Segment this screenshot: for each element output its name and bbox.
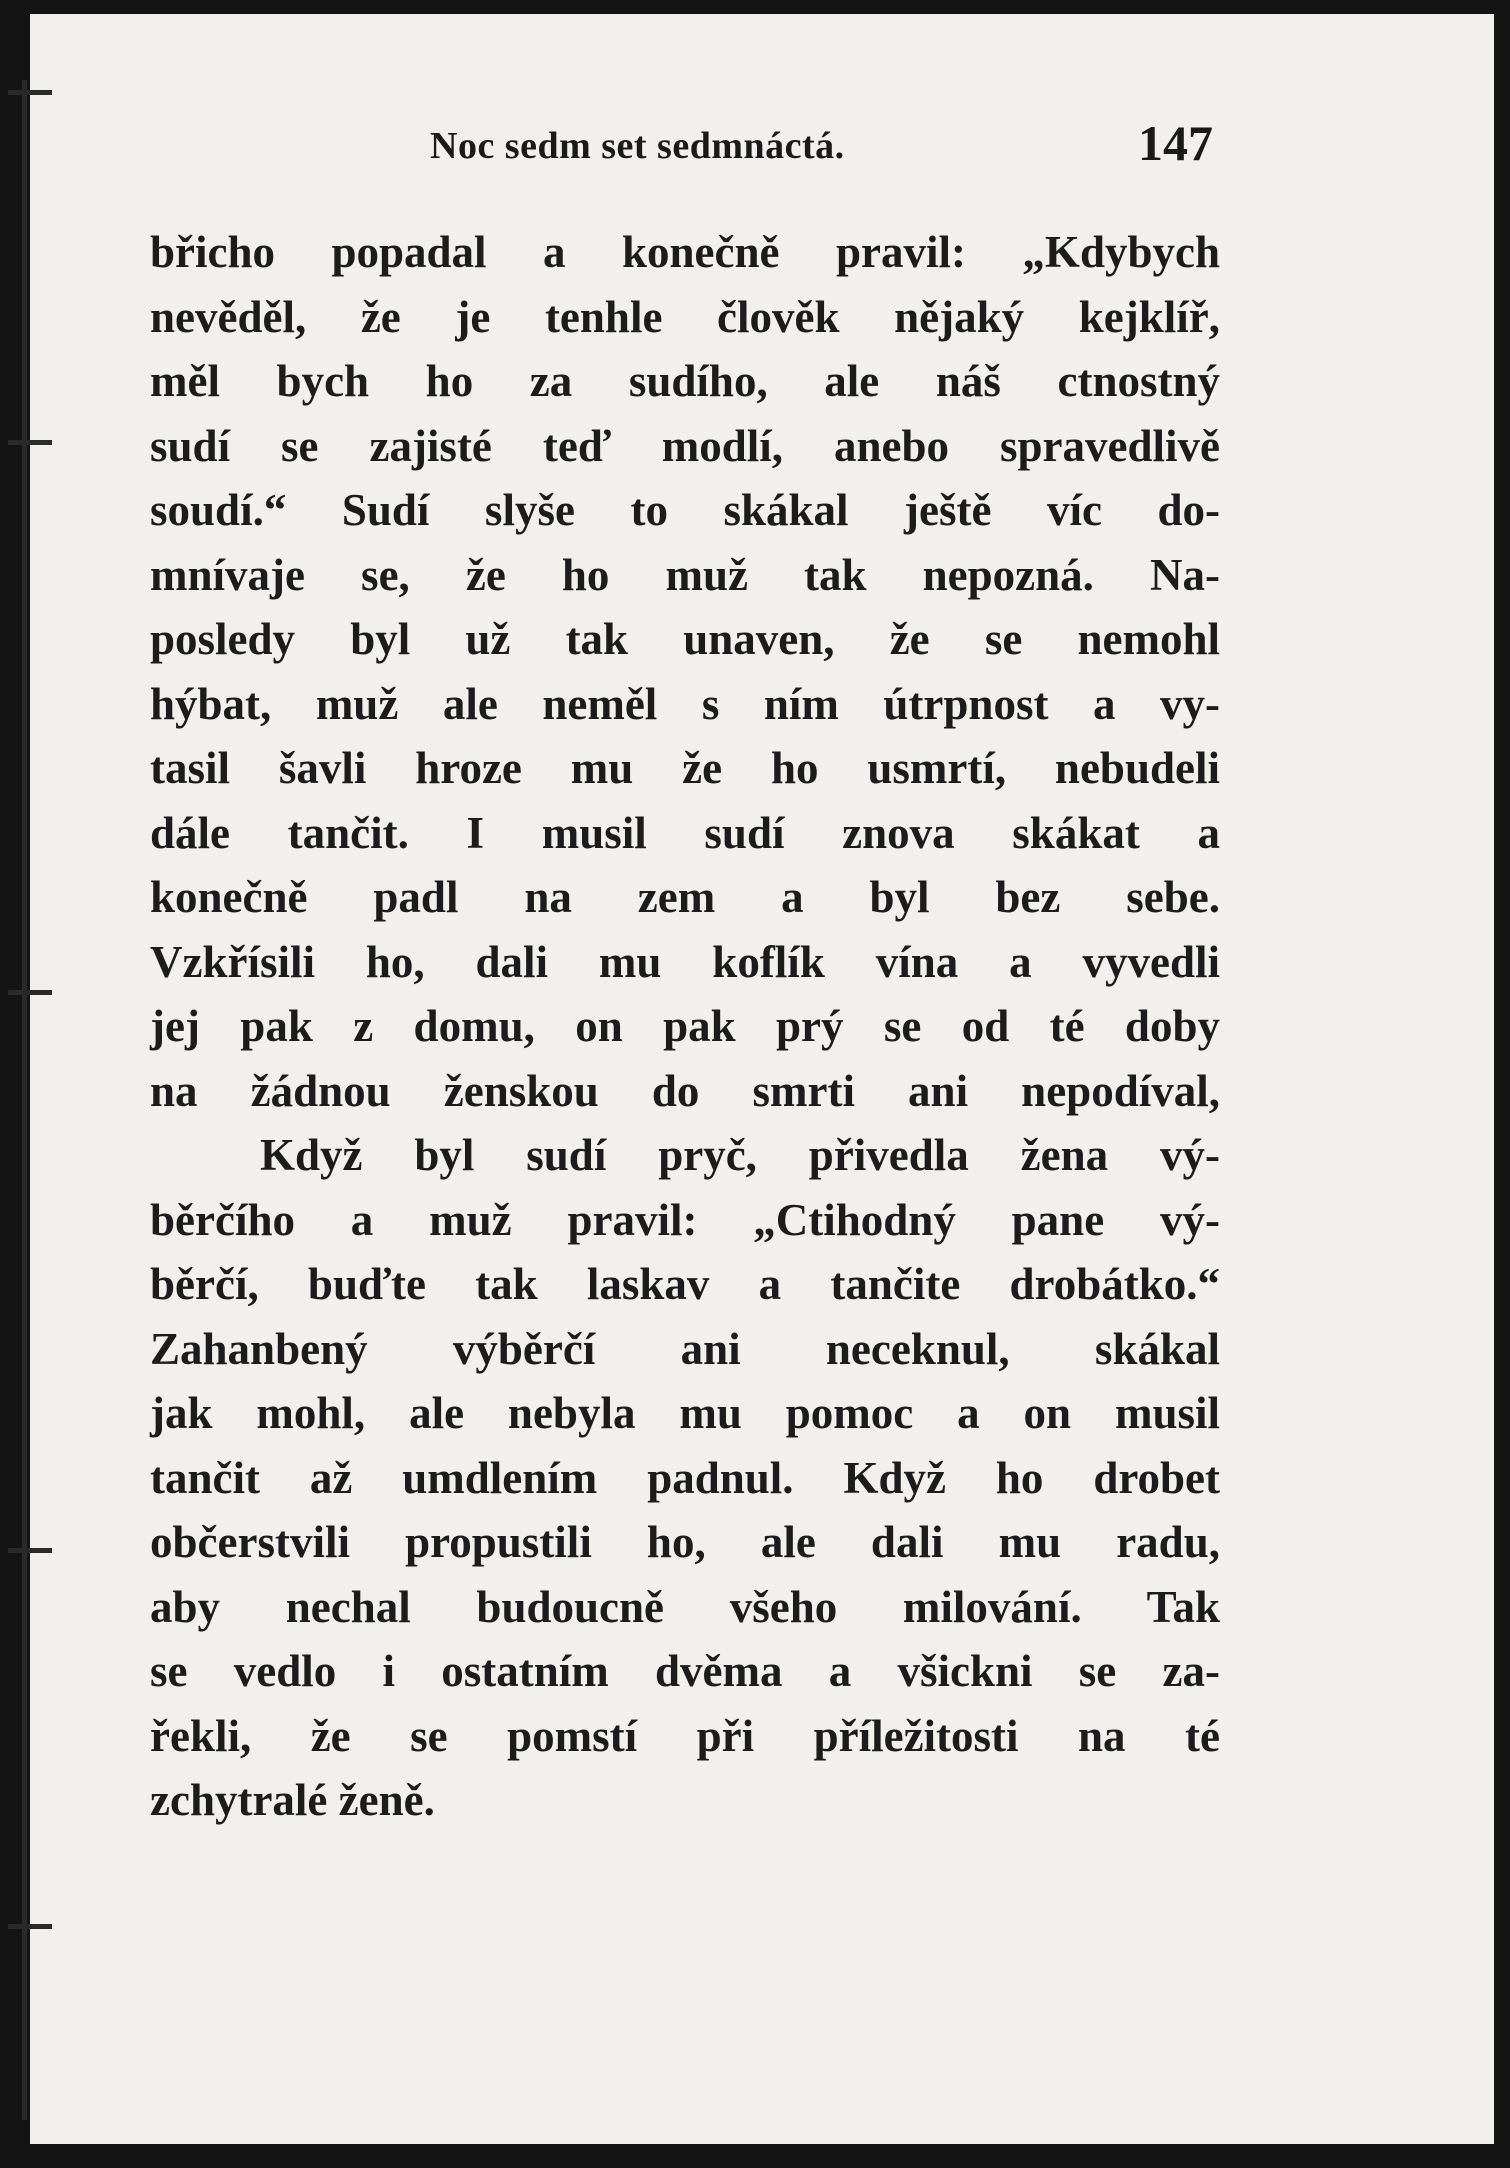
text-line: běrčího a muž pravil: „Ctihodný pane vý-	[150, 1194, 1220, 1245]
binding-edge	[22, 80, 27, 2120]
page-number: 147	[1138, 115, 1213, 171]
running-title: Noc sedm set sedmnáctá.	[430, 125, 845, 167]
text-line: se vedlo i ostatním dvěma a všickni se za-	[150, 1646, 1220, 1696]
text-line: jak mohl, ale nebyla mu pomoc a on musil	[150, 1388, 1220, 1438]
text-line: řekli, že se pomstí při příležitosti na té	[150, 1710, 1220, 1761]
text-line: mnívaje se, že ho muž tak nepozná. Na-	[150, 549, 1220, 600]
text-line: sudí se zajisté teď modlí, anebo spravedlivě	[150, 420, 1220, 471]
text-line: na žádnou ženskou do smrti ani nepodíval,	[150, 1065, 1220, 1116]
text-line: běrčí, buďte tak laskav a tančite drobátko.“	[150, 1259, 1220, 1309]
text-line: břicho popadal a konečně pravil: „Kdybych	[150, 227, 1220, 277]
text-line: měl bych ho za sudího, ale náš ctnostný	[150, 356, 1220, 406]
binding-mark	[8, 90, 52, 95]
text-line: soudí.“ Sudí slyše to skákal ještě víc do-	[150, 485, 1220, 535]
text-line: jej pak z domu, on pak prý se od té doby	[150, 1001, 1220, 1051]
text-line: tasil šavli hroze mu že ho usmrtí, nebudeli	[150, 743, 1220, 793]
text-line: občerstvili propustili ho, ale dali mu radu,	[150, 1517, 1220, 1567]
binding-mark	[8, 1548, 52, 1553]
text-line: nevěděl, že je tenhle člověk nějaký kejklíř,	[150, 291, 1220, 342]
binding-mark	[8, 990, 52, 995]
text-line: Když byl sudí pryč, přivedla žena vý-	[260, 1130, 1220, 1180]
text-line: Vzkřísili ho, dali mu koflík vína a vyvedli	[150, 936, 1220, 987]
body-text	[150, 220, 1220, 1833]
text-line: Zahanbený výběrčí ani neceknul, skákal	[150, 1323, 1220, 1374]
text-line: posledy byl už tak unaven, že se nemohl	[150, 614, 1220, 664]
text-line: konečně padl na zem a byl bez sebe.	[150, 872, 1220, 922]
text-line: aby nechal budoucně všeho milování. Tak	[150, 1581, 1220, 1632]
binding-mark	[8, 1924, 52, 1929]
text-line: hýbat, muž ale neměl s ním útrpnost a vy-	[150, 678, 1220, 729]
text-line: dále tančit. I musil sudí znova skákat a	[150, 807, 1220, 858]
binding-mark	[8, 440, 52, 445]
text-line: tančit až umdlením padnul. Když ho drobet	[150, 1452, 1220, 1503]
text-line: zchytralé ženě.	[150, 1775, 435, 1825]
